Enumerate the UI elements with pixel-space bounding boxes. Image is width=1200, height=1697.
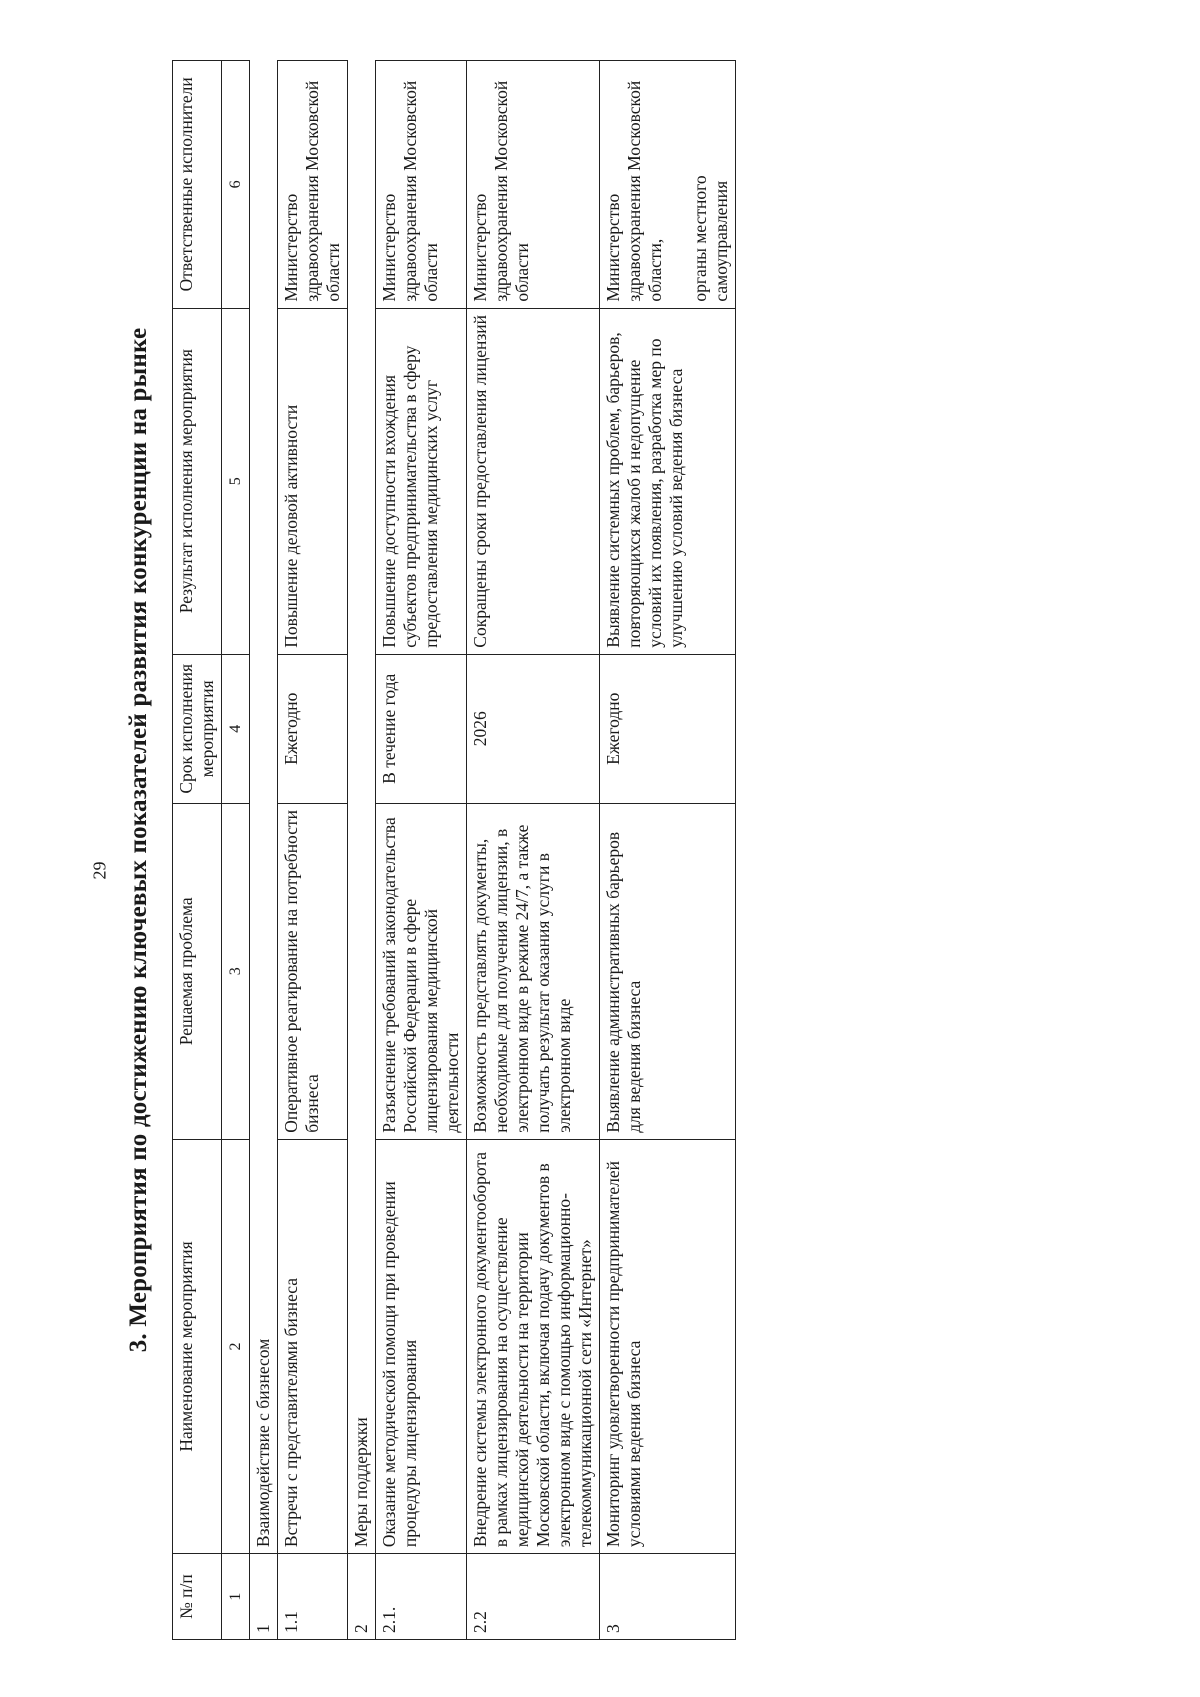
executor-spacer <box>666 67 690 302</box>
measure-executor: Министерство здравоохранения Московской области <box>467 61 600 309</box>
header-num: № п/п <box>173 1554 222 1640</box>
measure-term: Ежегодно <box>600 654 736 803</box>
header-problem: Решаемая проблема <box>173 803 222 1139</box>
measure-problem: Возможность представлять документы, необходимые для получения лицензии, в электронном виде в режиме 24/7, а также получать результат оказания услуги в электронном виде <box>467 803 600 1139</box>
measure-name: Мониторинг удовлетворенности предпринимателей условиями ведения бизнеса <box>600 1139 736 1553</box>
section-number: 1 <box>250 1554 278 1640</box>
document-title: 3. Мероприятия по достижению ключевых показателей развития конкуренции на рынке <box>125 327 152 1353</box>
column-number: 3 <box>222 803 250 1139</box>
measure-term: 2026 <box>467 654 600 803</box>
section-row <box>348 61 376 1640</box>
table-row <box>376 61 467 1640</box>
header-name: Наименование мероприятия <box>173 1139 222 1553</box>
measure-problem: Разъяснение требований законодательства Российской Федерации в сфере лицензирования медицинской деятельности <box>376 803 467 1139</box>
row-number: 1.1 <box>278 1554 348 1640</box>
measure-term: В течение года <box>376 654 467 803</box>
row-number: 2.2 <box>467 1554 600 1640</box>
measure-result: Сокращены сроки предоставления лицензий <box>467 308 600 654</box>
measure-executor: Министерство здравоохранения Московской области <box>376 61 467 309</box>
column-number-row <box>222 61 250 1640</box>
rotated-page-content <box>112 40 1092 1640</box>
row-number: 3 <box>600 1554 736 1640</box>
measure-result: Повышение доступности вхождения субъектов предпринимательства в сферу предоставления медицинских услуг <box>376 308 467 654</box>
section-title: Взаимодействие с бизнесом <box>250 61 278 1554</box>
header-row <box>173 61 222 1640</box>
measure-name: Внедрение системы электронного документооборота в рамках лицензирования на осуществление медицинской деятельности на территории Московской области, включая подачу документов в электронном виде с помощью информационно-телекоммуникационной сети «Интернет» <box>467 1139 600 1553</box>
column-number: 5 <box>222 308 250 654</box>
measure-term: Ежегодно <box>278 654 348 803</box>
column-number: 2 <box>222 1139 250 1553</box>
measure-result: Выявление системных проблем, барьеров, повторяющихся жалоб и недопущение условий их появления, разработка мер по улучшению условий ведения бизнеса <box>600 308 736 654</box>
table-row <box>467 61 600 1640</box>
measure-name: Встречи с представителями бизнеса <box>278 1139 348 1553</box>
table-row <box>278 61 348 1640</box>
header-term: Срок исполнения мероприятия <box>173 654 222 803</box>
measures-table <box>172 60 736 1640</box>
measure-executor: Министерство здравоохранения Московской области <box>278 61 348 309</box>
measure-problem: Оперативное реагирование на потребности бизнеса <box>278 803 348 1139</box>
page-number: 29 <box>89 861 110 880</box>
header-executor: Ответственные исполнители <box>173 61 222 309</box>
section-title: Меры поддержки <box>348 61 376 1554</box>
header-result: Результат исполнения мероприятия <box>173 308 222 654</box>
table-row <box>600 61 736 1640</box>
measure-executor-extra: органы местного самоуправления <box>690 175 732 302</box>
measure-name: Оказание методической помощи при проведении процедуры лицензирования <box>376 1139 467 1553</box>
measure-problem: Выявление административных барьеров для ведения бизнеса <box>600 803 736 1139</box>
section-number: 2 <box>348 1554 376 1640</box>
measure-result: Повышение деловой активности <box>278 308 348 654</box>
section-row <box>250 61 278 1640</box>
measure-executor-cell <box>600 61 736 309</box>
measure-executor: Министерство здравоохранения Московской области, <box>603 80 666 302</box>
column-number: 4 <box>222 654 250 803</box>
row-number: 2.1. <box>376 1554 467 1640</box>
column-number: 1 <box>222 1554 250 1640</box>
column-number: 6 <box>222 61 250 309</box>
